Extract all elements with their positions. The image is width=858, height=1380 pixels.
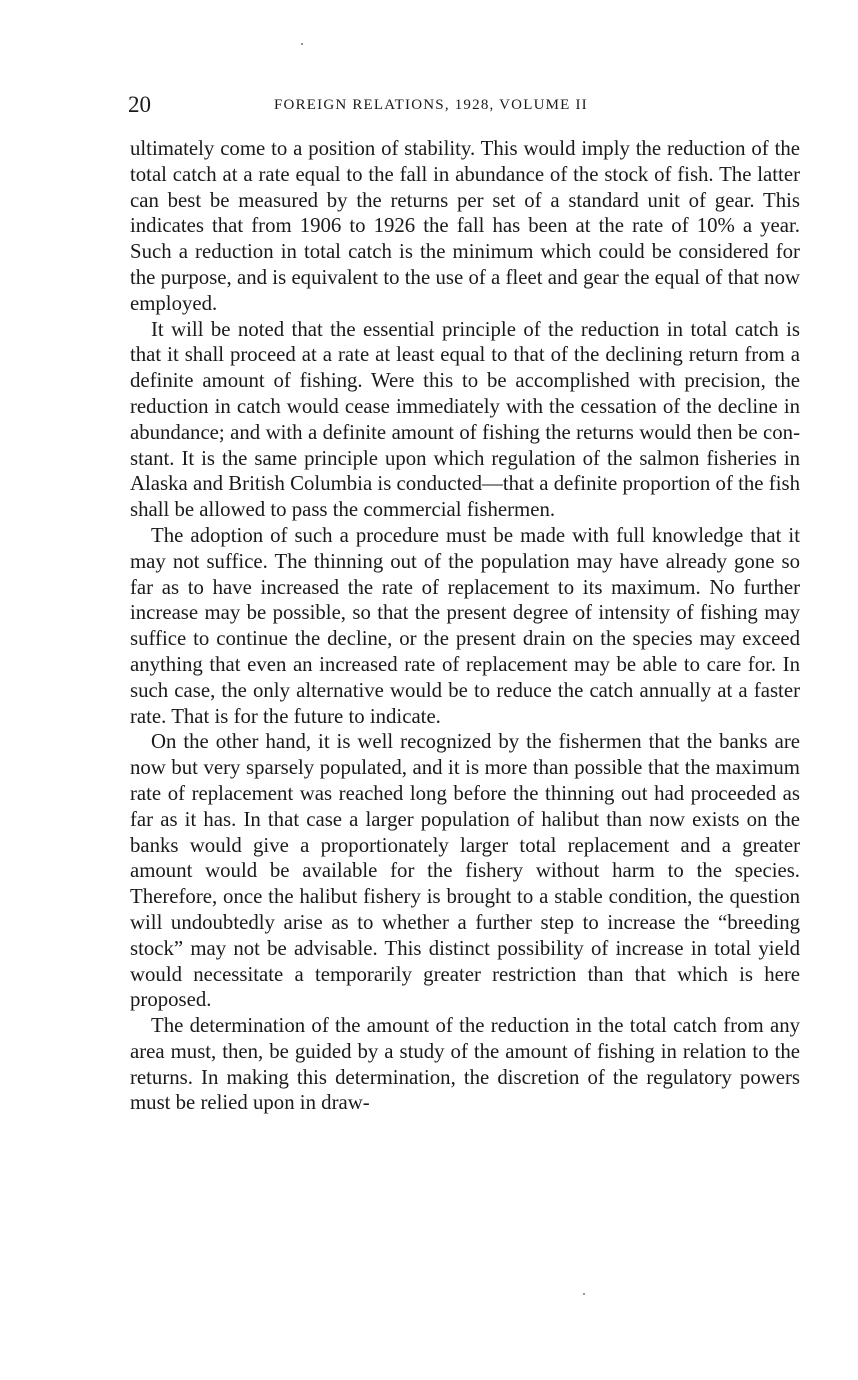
paragraph: The adoption of such a procedure must be made with full knowledge that it may not suffice. The thinning out of the population may have already gone so far as to have increased the rate of replacement to its maximum. No further increase may be possible, so that the present degree of intensity of fishing may suffice to continue the decline, or the present drain on the species may exceed anything that even an increased rate of replacement may be able to care for. In such case, the only alternative would be to reduce the catch annually at a faster rate. That is for the future to indicate. (130, 523, 800, 728)
paragraph: It will be noted that the essential principle of the reduction in total catch is that it shall proceed at a rate at least equal to that of the declining return from a definite amount of fishing. Were this to be accomplished with precision, the reduction in catch would cease immediately with the cessation of the decline in abundance; and with a definite amount of fishing the returns would then be constant. It is the same principle upon which regulation of the salmon fisheries in Alaska and British Columbia is conducted—that a definite proportion of the fish shall be allowed to pass the commercial fishermen. (130, 317, 800, 522)
paragraph: On the other hand, it is well recognized by the fishermen that the banks are now but very sparsely populated, and it is more than possible that the maximum rate of replacement was reached long before the thinning out had proceeded as far as it has. In that case a larger population of halibut than now exists on the banks would give a proportionately larger total replacement and a greater amount would be available for the fishery without harm to the species. Therefore, once the halibut fishery is brought to a stable condition, the question will undoubtedly arise as to whether a further step to increase the “breeding stock” may not be advisable. This distinct possibility of increase in total yield would necessitate a temporarily greater restriction than that which is here proposed. (130, 730, 800, 1012)
paragraph-continuation: ultimately come to a position of stability. This would imply the reduction of the total catch at a rate equal to the fall in abundance of the stock of fish. The latter can best be measured by the returns per set of a standard unit of gear. This indicates that from 1906 to 1926 the fall has been at the rate of 10% a year. Such a reduction in total catch is the minimum which could be considered for the purpose, and is equivalent to the use of a fleet and gear the equal of that now employed. (130, 137, 800, 315)
paragraph: The determination of the amount of the reduction in the total catch from any area must, then, be guided by a study of the amount of fishing in relation to the returns. In making this determination, the discretion of the regulatory powers must be relied upon in draw- (130, 1014, 800, 1115)
scan-speck-top (301, 43, 303, 45)
scan-speck-bottom (583, 1293, 585, 1295)
page-number: 20 (128, 92, 151, 117)
body-text (130, 136, 800, 1116)
page-header (128, 90, 800, 120)
running-head: FOREIGN RELATIONS, 1928, VOLUME II (274, 97, 588, 113)
